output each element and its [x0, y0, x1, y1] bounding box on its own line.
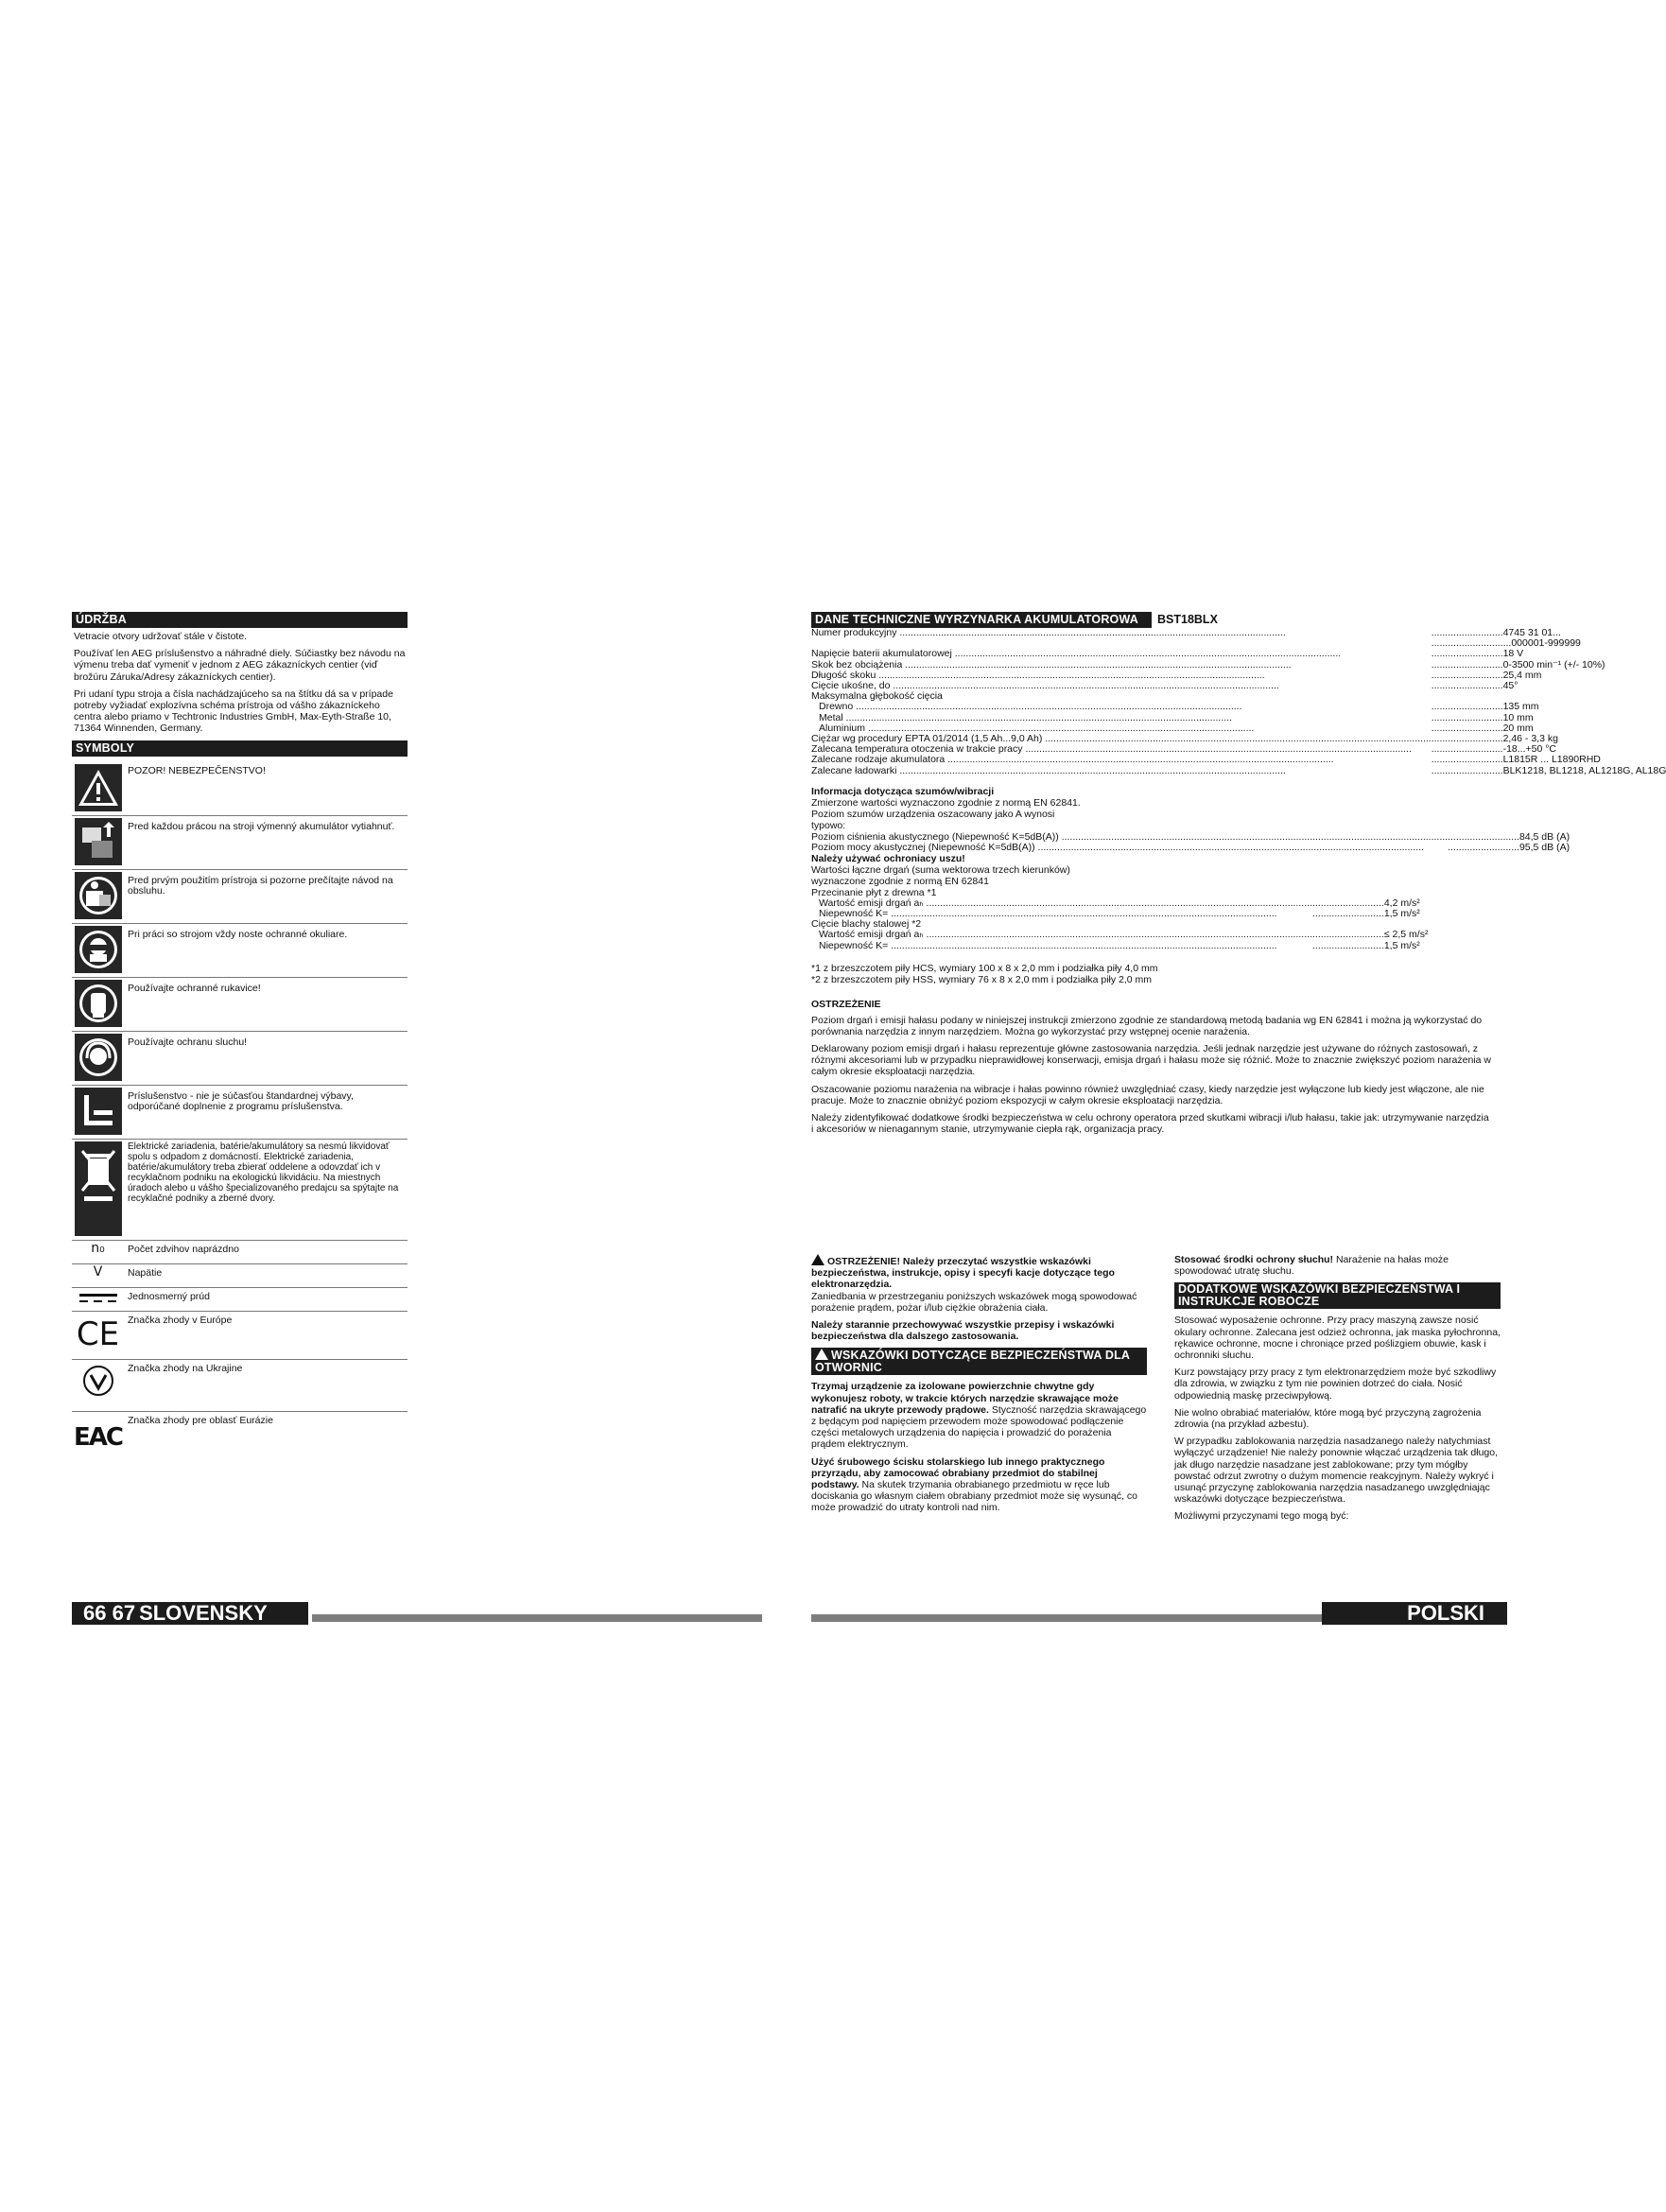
spec-value: ..........................10 mm [1431, 711, 1534, 723]
noise-intro: Poziom szumów urządzenia oszacowany jako A wynosi [811, 809, 1055, 821]
symbol-row [72, 924, 408, 978]
safety-paragraph: Trzymaj urządzenie za izolowane powierzchnie chwytne gdy wykonujesz roboty, w trakcie których narzędzie skrawające może natrafić na ukryte przewody prądowe. Styczność narzędzia skrawającego z będącym pod napięciem przewodem może spowodować podłączenie części metalowych urządzenia do napięcia i prowadzić do porażenia prądem elektrycznym. [811, 1381, 1147, 1451]
spec-label: Aluminium ............................................................................................................................................ [819, 722, 1255, 734]
symbols-table [72, 762, 408, 1467]
spec-label: Numer produkcyjny ............................................................................................................................................ [811, 627, 1286, 638]
spec-value: ..........................-18...+50 °C [1431, 743, 1557, 756]
symbol-row [72, 1086, 408, 1140]
spec-label: Ciężar wg procedury EPTA 01/2014 (1,5 Ah...9,0 Ah) ............................................................................................................................................ [811, 733, 1432, 745]
symbol-row [72, 762, 408, 816]
spec-value: .............................000001-999999 [1431, 637, 1581, 650]
spec-label: Poziom mocy akustycznej (Niepewność K=5dB(A)) ............................................................................................................................................ [811, 841, 1424, 853]
warning-triangle-icon [815, 1349, 828, 1360]
spec-value: ..........................135 mm [1431, 701, 1539, 713]
noise-heading: Informacja dotycząca szumów/wibracji [811, 785, 995, 797]
spec-value: ..........................0-3500 min⁻¹ (+/- 10%) [1431, 658, 1605, 671]
right-footer [1322, 1602, 1507, 1625]
language-label: SLOVENSKY [139, 1601, 268, 1625]
spec-value: ..........................84,5 dB (A) [1448, 830, 1571, 843]
safety-right-column [1174, 1254, 1501, 1528]
spec-label: Skok bez obciążenia ............................................................................................................................................ [811, 658, 1292, 671]
spec-value: ..........................20 mm [1431, 722, 1534, 734]
spec-row [811, 766, 1666, 776]
symbol-row [72, 1264, 408, 1288]
safety-paragraph: W przypadku zablokowania narzędzia nasadzanego należy natychmiast wyłączyć urządzenie! Nie należy ponownie włączać urządzenia tak długo, jak długo narzędzie nasadzane jest zablokowane; przy tym mógłby powstać odrzut zwrotny o dużym momencie reakcyjnym. Należy wykryć i usunąć przyczynę zablokowania narzędzia nasadzanego uwzględniając wskazówki dotyczące bezpieczeństwa. [1174, 1436, 1499, 1506]
safety-left-column [811, 1254, 1147, 1520]
symbol-text: Značka zhody na Ukrajine [128, 1362, 243, 1374]
spec-table [811, 628, 1666, 776]
volt-symbol: V [93, 1263, 103, 1280]
footer-stripe [811, 1614, 1322, 1622]
keep-instructions: Należy starannie przechowywać wszystkie przepisy i wskazówki bezpieczeństwa dla dalszego zastosowania. [811, 1319, 1115, 1343]
spec-label: Napięcie baterii akumulatorowej ............................................................................................................................................ [811, 648, 1342, 660]
page-numbers: 66 67 [83, 1601, 136, 1625]
symbol-text: Jednosmerný prúd [128, 1290, 210, 1302]
additional-safety-heading: DODATKOWE WSKAZÓWKI BEZPIECZEŃSTWA I INSTRUKCJE ROBOCZE [1174, 1282, 1501, 1309]
symbol-text: Elektrické zariadenia, batérie/akumulátory sa nesmú likvidovať spolu s odpadom z domácností. Elektrické zariadenia, batérie/akumulátory treba zbierať oddelene a odovzdať ich v recyklačnom podniku na ekologickú likvidáciu. Na miestnych úradoch alebo u vášho špecializovaného predajcu sa spýtajte na recyklačné podniky a zberné dvory. [128, 1141, 399, 1204]
footnote: *2 z brzeszczotem piły HSS, wymiary 76 x 8 x 2,0 mm i podziałka piły 2,0 mm [811, 974, 1153, 986]
spec-label: Przecinanie płyt z drewna *1 [811, 886, 937, 898]
safety-paragraph: Możliwymi przyczynami tego mogą być: [1174, 1510, 1349, 1523]
spec-value: ..........................1,5 m/s² [1311, 939, 1420, 951]
maintenance-paragraph: Vetracie otvory udržovať stále v čistote. [74, 631, 248, 642]
symbol-text: Pri práci so strojom vždy noste ochranné okuliare. [128, 928, 348, 940]
symbol-text: Používajte ochranu sluchu! [128, 1036, 248, 1048]
noise-warning: Należy używać ochroniacy uszu! [811, 853, 965, 865]
symbol-text: Počet zdvihov naprázdno [128, 1243, 239, 1255]
spec-label: Długość skoku ............................................................................................................................................ [811, 669, 1265, 681]
spec-label: Cięcie ukośne, do ............................................................................................................................................ [811, 680, 1279, 692]
vibration-table [811, 888, 1492, 951]
symbol-row [72, 816, 408, 870]
vibration-intro: Wartości łączne drgań (suma wektorowa trzech kierunków) [811, 864, 1070, 877]
specs-model: BST18BLX [1157, 613, 1218, 627]
symbol-row [72, 870, 408, 924]
spec-value: ..........................4,2 m/s² [1311, 897, 1420, 909]
symbol-text: Značka zhody v Európe [128, 1314, 233, 1326]
safety-goggles-icon [72, 924, 124, 977]
spec-value: ..........................25,4 mm [1431, 669, 1542, 681]
safety-paragraph: Nie wolno obrabiać materiałów, które mogą być przyczyną zagrożenia zdrowia (na przykład azbestu). [1174, 1406, 1482, 1431]
spec-label: Zalecana temperatura otoczenia w trakcie pracy ............................................................................................................................................ [811, 743, 1412, 756]
language-label: POLSKI [1407, 1601, 1484, 1625]
left-page [72, 612, 408, 1467]
symbol-text: Napätie [128, 1266, 163, 1279]
vibration-intro: wyznaczone zgodnie z normą EN 62841 [811, 876, 989, 888]
symbol-text: Používajte ochranné rukavice! [128, 982, 261, 994]
maintenance-heading: ÚDRŽBA [72, 612, 408, 628]
jigsaw-safety-heading: WSKAZÓWKI DOTYCZĄCE BEZPIECZEŃSTWA DLA OTWORNIC [811, 1348, 1147, 1375]
warning-section [811, 999, 1492, 1135]
symbol-row [72, 1032, 408, 1086]
right-page-top [811, 612, 1666, 1141]
symbol-row [72, 1312, 408, 1360]
spec-label: Zalecane rodzaje akumulatora ............................................................................................................................................ [811, 754, 1334, 766]
safety-paragraph: Użyć śrubowego ścisku stolarskiego lub innego praktycznego przyrządu, aby zamocować obrabiany przedmiot do stabilnej podstawy. Na skutek trzymania obrabianego przedmiotu w ręce lub dociskania go własnym ciałem obrabiany przedmiot może się wysunąć, co może prowadzić do utraty kontroli nad nim. [811, 1455, 1137, 1514]
maintenance-text [72, 628, 408, 735]
spec-row [811, 843, 1570, 853]
spec-label: Niepewność K= ............................................................................................................................................ [819, 908, 1277, 920]
maintenance-paragraph: Pri udaní typu stroja a čísla nachádzajúceho sa na štítku dá sa v prípade potreby vyžiadať explozívna schéma prístroja od vášho zákazníckeho centra alebo priamo v Techtronic Industries GmbH, Max-Eyth-Straße 10, 71364 Winnenden, Germany. [74, 688, 393, 735]
spec-label: Maksymalna głębokość cięcia [811, 690, 943, 703]
warning-paragraph: Oszacowanie poziomu narażenia na wibracje i hałas powinno również uwzględniać czasy, kiedy narzędzie jest wyłączone lub kiedy jest włączone, ale nie pracuje. Może to znacznie obniżyć poziom ekspozycji w całym okresie eksploatacji narzędzia. [811, 1083, 1484, 1106]
footnote: *1 z brzeszczotem piły HCS, wymiary 100 x 8 x 2,0 mm i podziałka piły 4,0 mm [811, 962, 1158, 974]
symbol-row [72, 1241, 408, 1264]
spec-label: Niepewność K= ............................................................................................................................................ [819, 939, 1277, 951]
spec-value: ..........................BLK1218, BL1218, AL1218G, AL18G [1431, 764, 1666, 776]
general-warning: OSTRZEŻENIE! Należy przeczytać wszystkie wskazówki bezpieczeństwa, instrukcje, opisy i specyfi kacje dotyczące tego elektronarzędzia. Zaniedbania w przestrzeganiu poniższych wskazówek mogą spowodować porażenie prądem, pożar i/lub ciężkie obrażenia ciała. [811, 1256, 1137, 1314]
noise-table [811, 832, 1570, 853]
warning-heading: OSTRZEŻENIE [811, 999, 881, 1011]
maintenance-paragraph: Používať len AEG príslušenstvo a náhradné diely. Súčiastky bez návodu na výmenu treba dať vymeniť v jednom z AEG zákazníckych centier (viď brožúru Záruka/Adresy zákazníckych centier). [74, 648, 406, 683]
symbols-heading: SYMBOLY [72, 740, 408, 757]
spec-value: ..........................95,5 dB (A) [1448, 841, 1571, 853]
spec-label: Zalecane ładowarki ............................................................................................................................................ [811, 764, 1286, 776]
spec-label: Drewno ............................................................................................................................................ [819, 701, 1242, 713]
spec-label: Wartość emisji drgań aₕ ............................................................................................................................................ [819, 897, 1312, 909]
spec-label: Poziom ciśnienia akustycznego (Niepewność K=5dB(A)) ............................................................................................................................................ [811, 830, 1449, 843]
spec-row [811, 941, 1492, 951]
weee-bin-icon [72, 1140, 124, 1240]
read-manual-icon [72, 870, 124, 923]
spec-value: ..........................2,46 - 3,3 kg [1431, 733, 1558, 745]
warning-paragraph: Należy zidentyfikować dodatkowe środki bezpieczeństwa w celu ochrony operatora przed skutkami wibracji i/lub hałasu, takie jak: utrzymywanie narzędzia i akcesoriów w nienagannym stanie, utrzymywanie ciepła rąk, organizacja pracy. [811, 1111, 1489, 1136]
warning-paragraph: Poziom drgań i emisji hałasu podany w niniejszej instrukcji zmierzono zgodnie ze standardową metodą badania wg EN 62841 i można ją wykorzystać do porównania narzędzia z innym narzędziem. Można go wykorzystać przy wstępnej ocenie narażenia. [811, 1014, 1483, 1037]
symbol-row [72, 1412, 408, 1467]
gloves-icon [72, 978, 124, 1031]
spec-value: ..........................45° [1431, 680, 1518, 692]
symbol-row [72, 1140, 408, 1241]
spec-value: ..........................18 V [1431, 648, 1524, 660]
warning-triangle-icon [811, 1254, 824, 1265]
spec-value: ..........................4745 31 01... [1431, 627, 1561, 638]
noise-intro: typowo: [811, 820, 846, 832]
left-footer [72, 1602, 308, 1625]
n0-symbol: n₀ [91, 1240, 105, 1256]
symbol-row [72, 978, 408, 1032]
safety-paragraph: Stosować wyposażenie ochronne. Przy pracy maszyną zawsze nosić okulary ochronne. Zalecana jest odzież ochronna, jak maska pyłochronna, rękawice ochronne, mocne i chroniące przed poślizgiem obuwie, kask i ochronniki słuchu. [1174, 1315, 1501, 1362]
symbol-text: POZOR! NEBEZPEČENSTVO! [128, 764, 266, 776]
symbol-text: Príslušenstvo - nie je súčasťou štandardnej výbavy, odporúčané doplnenie z programu príslušenstva. [128, 1089, 354, 1113]
spec-label: Metal ............................................................................................................................................ [819, 711, 1233, 723]
spec-value: ..........................1,5 m/s² [1311, 908, 1420, 920]
remove-battery-icon [72, 816, 124, 869]
warning-triangle-icon [72, 762, 124, 815]
ear-protection-icon [72, 1032, 124, 1085]
accessory-icon [72, 1086, 124, 1139]
spec-value: ..........................≤ 2,5 m/s² [1311, 929, 1429, 941]
noise-section [811, 785, 1571, 986]
safety-paragraph: Kurz powstający przy pracy z tym elektronarzędziem może być szkodliwy dla zdrowia, w związku z tym nie powinien dotrzeć do ciała. Nosić odpowiednią maskę przeciwpyłową. [1174, 1367, 1497, 1402]
symbol-text: Pred každou prácou na stroji výmenný akumulátor vytiahnuť. [128, 820, 395, 832]
eac-mark-icon: EAC [74, 1422, 122, 1452]
specs-heading: DANE TECHNICZNE WYRZYNARKA AKUMULATOROWA [811, 612, 1152, 628]
footer-stripe [312, 1614, 762, 1622]
warning-paragraph: Deklarowany poziom emisji drgań i hałasu reprezentuje główne zastosowania narzędzia. Jeśli jednak narzędzie jest używane do różnych zastosowań, z różnymi akcesoriami lub w przypadku nieprawidłowej konserwacji, emisja drgań i hałasu może się różnić. Może to znacznie zwiększyć poziom narażenia w całym okresie eksploatacji narzędzia. [811, 1042, 1491, 1078]
spec-label: Wartość emisji drgań aₕ ............................................................................................................................................ [819, 929, 1312, 941]
spec-label: Cięcie blachy stalowej *2 [811, 918, 922, 931]
ear-protection-note: Stosować środki ochrony słuchu! Narażenie na hałas może spowodować utratę słuchu. [1174, 1254, 1449, 1278]
symbol-text: Pred prvým použitím prístroja si pozorne prečítajte návod na obsluhu. [128, 874, 393, 897]
dc-current-symbol [72, 1288, 124, 1311]
symbol-row [72, 1288, 408, 1312]
symbol-row [72, 1360, 408, 1412]
ukraine-mark-icon [72, 1360, 124, 1411]
symbol-text: Značka zhody pre oblasť Eurázie [128, 1414, 273, 1426]
spec-value: ..........................L1815R ... L1890RHD [1431, 754, 1601, 766]
ce-mark-icon: CE [76, 1315, 120, 1353]
noise-intro: Zmierzone wartości wyznaczono zgodnie z normą EN 62841. [811, 797, 1081, 810]
